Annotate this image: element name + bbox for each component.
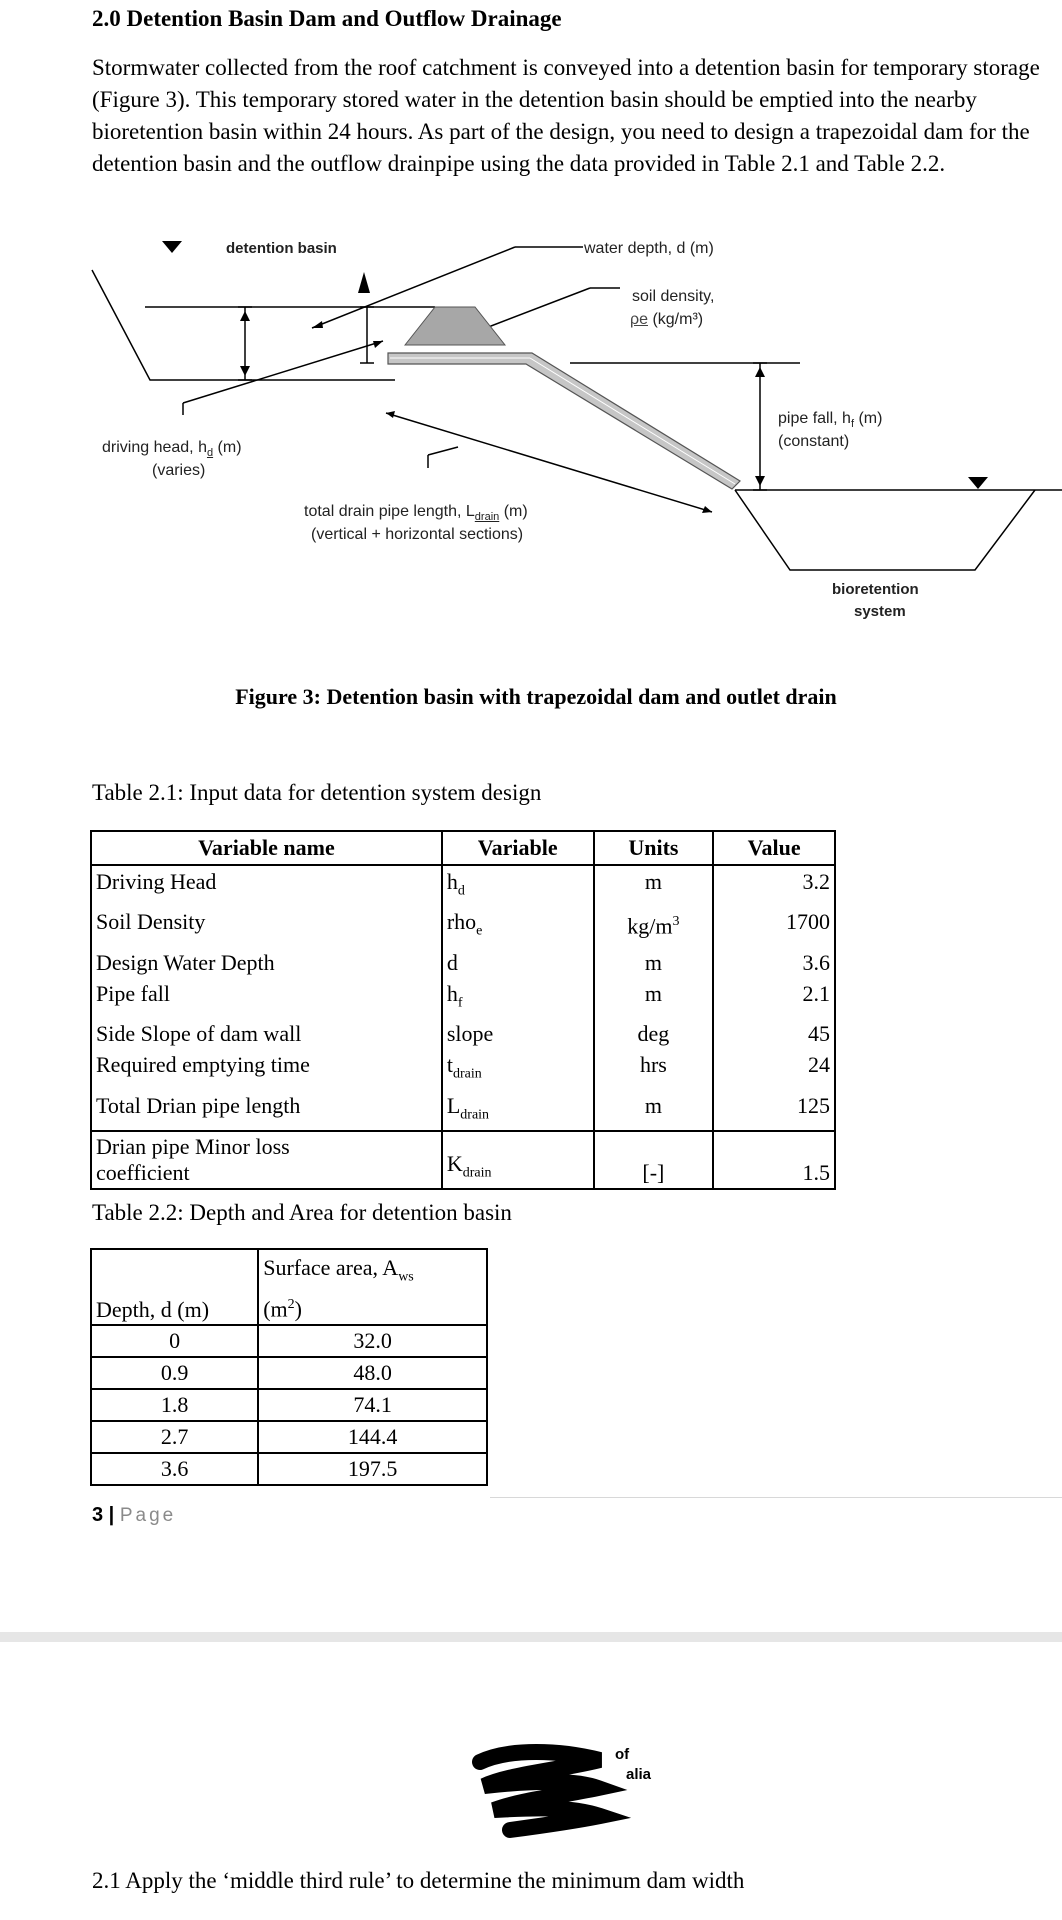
table-row [91, 1453, 487, 1485]
soil-density-units: (kg/m³) [648, 311, 704, 328]
table-row [91, 906, 835, 946]
cell-name: Soil Density [91, 906, 442, 946]
cell-unit: hrs [594, 1049, 714, 1089]
label-soil-density-unit [630, 311, 703, 329]
table-row [91, 865, 835, 906]
table-row [91, 1090, 835, 1131]
cell-value: 125 [713, 1090, 835, 1131]
cell-unit: m [594, 947, 714, 978]
drain-length-text: total drain pipe length, L [304, 503, 475, 520]
cell-area: 144.4 [258, 1421, 487, 1453]
bioretention-level-marker-icon [968, 477, 988, 489]
cell-name: Driving Head [91, 865, 442, 906]
driving-head-unit: (m) [213, 439, 242, 456]
soil-density-symbol: ρe [630, 311, 648, 328]
cell-variable: $L_{drain}$ [442, 1090, 594, 1131]
water-level-marker-icon [162, 241, 182, 253]
cell-unit: [-] [594, 1131, 714, 1189]
page-number: 3 [92, 1504, 104, 1526]
logo-fragment-line2: alia [626, 1766, 652, 1783]
page-footer [92, 1504, 176, 1527]
cell-depth: 3.6 [91, 1453, 258, 1485]
cell-unit: $kg/m^3$ [594, 906, 714, 946]
drain-pipe [388, 353, 740, 489]
table-row [91, 978, 835, 1018]
section-heading: 2.0 Detention Basin Dam and Outflow Drainage [92, 6, 562, 31]
label-water-depth: water depth, d (m) [584, 240, 714, 257]
cell-value: 45 [713, 1018, 835, 1049]
question-2-1: 2.1 Apply the ‘middle third rule’ to determine the minimum dam width [92, 1868, 745, 1893]
label-drain-length-note: (vertical + horizontal sections) [311, 526, 524, 543]
table-row [91, 1131, 835, 1189]
table-row [91, 1389, 487, 1421]
detention-basin-outline [92, 270, 395, 380]
label-pipe-fall [778, 410, 882, 430]
cell-variable: rho$_e$ [442, 906, 594, 946]
cell-variable: $h_f$ [442, 978, 594, 1018]
label-bioretention-system: system [854, 603, 906, 620]
label-detention-basin: detention basin [226, 240, 337, 257]
cell-area: 48.0 [258, 1357, 487, 1389]
table-row [91, 1018, 835, 1049]
cell-value: 3.2 [713, 865, 835, 906]
cell-area: 32.0 [258, 1325, 487, 1357]
cell-depth: 0 [91, 1325, 258, 1357]
logo-fragment-line1: of [615, 1746, 630, 1763]
label-drain-length [304, 503, 528, 523]
t1-header-units: Units [594, 831, 714, 865]
page-edge-line [490, 1497, 1062, 1498]
table-row [91, 1421, 487, 1453]
table-row [91, 947, 835, 978]
cell-value: 3.6 [713, 947, 835, 978]
cell-unit: deg [594, 1018, 714, 1049]
drain-length-sub: drain [474, 511, 500, 524]
bioretention-basin-outline [735, 490, 1035, 570]
cell-area: 74.1 [258, 1389, 487, 1421]
driving-head-sub: d [206, 447, 214, 460]
cell-value: 1.5 [713, 1131, 835, 1189]
intro-paragraph: Stormwater collected from the roof catchment is conveyed into a detention basin for temporary storage (Figure 3). This temporary stored water in the detention basin should be emptied into the nearby bioretention basin within 24 hours. As part of the design, you need to design a trapezoidal dam for the detention basin and the outflow drainpipe using the data provided in Table 2.1 and Table 2.2. [92, 55, 1040, 176]
cell-value: 24 [713, 1049, 835, 1089]
label-constant: (constant) [778, 433, 850, 450]
table-2-2-caption: Table 2.2: Depth and Area for detention basin [92, 1200, 512, 1225]
table-2-1 [90, 830, 836, 1190]
table-row [91, 1049, 835, 1089]
t1-header-value: Value [713, 831, 835, 865]
t1-header-variable: Variable [442, 831, 594, 865]
cell-area: 197.5 [258, 1453, 487, 1485]
cell-unit: m [594, 865, 714, 906]
redaction-scribble-icon [470, 1730, 670, 1840]
pipe-fall-text: pipe fall, h [778, 410, 851, 427]
t2-header-area: Surface area, $A_{ws}$ $(m^2)$ [258, 1249, 487, 1325]
table-row [91, 1325, 487, 1357]
t1-header-variable-name: Variable name [91, 831, 442, 865]
t2-header-depth: Depth, d (m) [91, 1249, 258, 1325]
pipe-fall-unit: (m) [854, 410, 883, 427]
cell-depth: 2.7 [91, 1421, 258, 1453]
pipe-fall-sub: f [850, 418, 854, 431]
cell-variable: $K_{drain}$ [442, 1131, 594, 1189]
cell-name: Required emptying time [91, 1049, 442, 1089]
table-2-1-caption: Table 2.1: Input data for detention system design [92, 780, 542, 805]
cell-name: Total Drian pipe length [91, 1090, 442, 1131]
page-separator: | [103, 1504, 120, 1526]
cell-name: Design Water Depth [91, 947, 442, 978]
label-varies: (varies) [152, 462, 206, 479]
cell-value: 1700 [713, 906, 835, 946]
cell-name: Pipe fall [91, 978, 442, 1018]
cell-depth: 1.8 [91, 1389, 258, 1421]
driving-head-text: driving head, h [102, 439, 207, 456]
label-bioretention: bioretention [832, 581, 919, 598]
page-label: Page [119, 1505, 177, 1526]
table-row [91, 1357, 487, 1389]
cell-name: Side Slope of dam wall [91, 1018, 442, 1049]
table-2-2 [90, 1248, 488, 1486]
trapezoidal-dam [405, 307, 505, 345]
label-soil-density: soil density, [632, 288, 715, 305]
cell-name: Drian pipe Minor loss coefficient [91, 1131, 442, 1189]
cell-unit: m [594, 978, 714, 1018]
cell-variable: slope [442, 1018, 594, 1049]
cell-variable: $t_{drain}$ [442, 1049, 594, 1089]
cell-depth: 0.9 [91, 1357, 258, 1389]
cell-variable: $h_d$ [442, 865, 594, 906]
drain-length-unit: (m) [499, 503, 528, 520]
cell-variable: d [442, 947, 594, 978]
figure-caption: Figure 3: Detention basin with trapezoidal dam and outlet drain [235, 684, 837, 709]
page-divider [0, 1632, 1062, 1642]
label-driving-head [102, 439, 242, 459]
cell-unit: m [594, 1090, 714, 1131]
cell-value: 2.1 [713, 978, 835, 1018]
